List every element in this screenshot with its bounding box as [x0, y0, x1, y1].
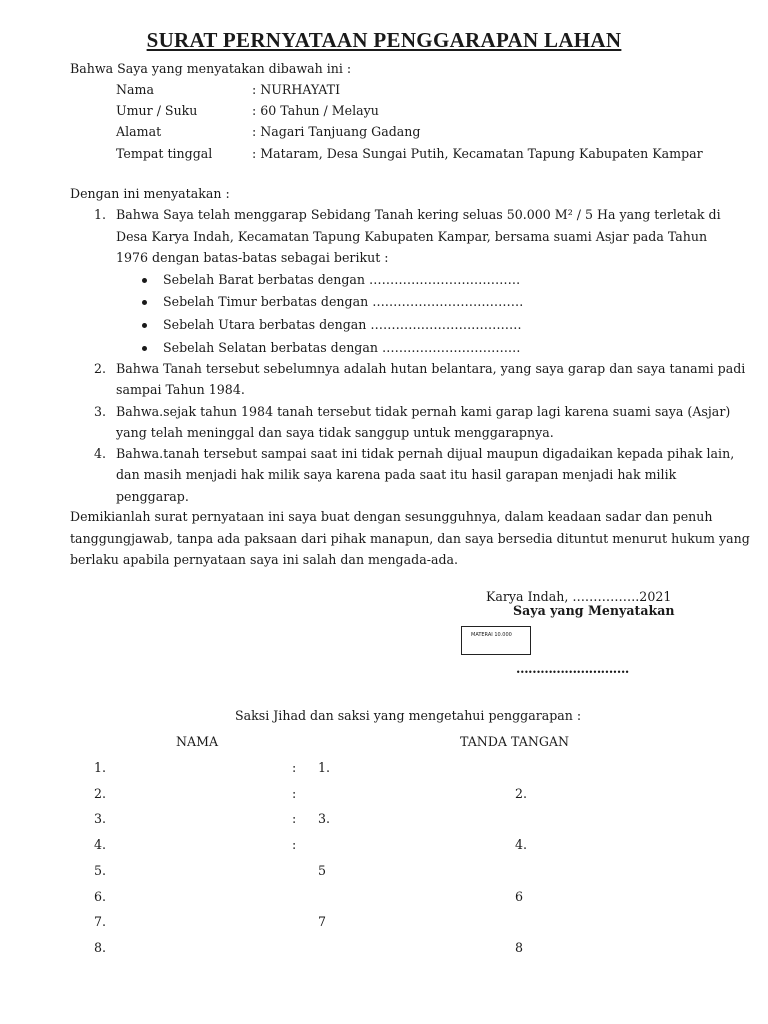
point-number: 1.: [94, 207, 107, 222]
witness-signature-right: 6: [515, 889, 524, 904]
intro-text: Bahwa Saya yang menyatakan dibawah ini :: [70, 61, 352, 76]
witness-signature-left: 7: [318, 914, 327, 929]
point-number: 3.: [94, 404, 107, 419]
witness-signature-right: 8: [515, 940, 524, 955]
identity-label-residence: Tempat tinggal: [116, 146, 213, 161]
point-line: yang telah meninggal dan saya tidak sanggup untuk menggarapnya.: [116, 425, 554, 440]
witness-row-number: 5.: [94, 863, 107, 878]
witness-row-number: 1.: [94, 760, 107, 775]
point-line: Bahwa.sejak tahun 1984 tanah tersebut tidak pernah kami garap lagi karena suami saya (Asjar): [116, 404, 731, 419]
witness-row-colon: :: [292, 786, 297, 801]
witness-signature-left: 1.: [318, 760, 331, 775]
point-line: sampai Tahun 1984.: [116, 382, 245, 397]
witness-header-name: NAMA: [176, 734, 219, 749]
point-line: Bahwa Tanah tersebut sebelumnya adalah hutan belantara, yang saya garap dan saya tanami padi: [116, 361, 746, 376]
witness-row-colon: :: [292, 811, 297, 826]
point-number: 4.: [94, 446, 107, 461]
boundary-item: Sebelah Selatan berbatas dengan ……………………………: [163, 340, 521, 355]
boundary-item: Sebelah Utara berbatas dengan ………………………………: [163, 317, 522, 332]
point-line: Desa Karya Indah, Kecamatan Tapung Kabupaten Kampar, bersama suami Asjar pada Tahun: [116, 229, 708, 244]
document-title: SURAT PERNYATAAN PENGGARAPAN LAHAN: [146, 28, 622, 52]
identity-value-age: : 60 Tahun / Melayu: [252, 103, 379, 118]
bullet-icon: [142, 323, 147, 328]
witness-signature-left: 5: [318, 863, 327, 878]
identity-value-residence: : Mataram, Desa Sungai Putih, Kecamatan Tapung Kabupaten Kampar: [252, 146, 703, 161]
identity-value-address: : Nagari Tanjuang Gadang: [252, 124, 421, 139]
witness-row-colon: :: [292, 760, 297, 775]
identity-label-name: Nama: [116, 82, 154, 97]
point-line: dan masih menjadi hak milik saya karena pada saat itu hasil garapan menjadi hak milik: [116, 467, 677, 482]
closing-line: Demikianlah surat pernyataan ini saya buat dengan sesungguhnya, dalam keadaan sadar dan penuh: [70, 509, 713, 524]
witness-signature-right: 4.: [515, 837, 528, 852]
witness-row-number: 6.: [94, 889, 107, 904]
bullet-icon: [142, 346, 147, 351]
identity-label-age: Umur / Suku: [116, 103, 198, 118]
witness-row-number: 4.: [94, 837, 107, 852]
boundary-item: Sebelah Barat berbatas dengan ………………………………: [163, 272, 521, 287]
place-date: Karya Indah, …………….2021: [486, 589, 672, 604]
witness-row-number: 3.: [94, 811, 107, 826]
witness-row-colon: :: [292, 837, 297, 852]
identity-label-address: Alamat: [116, 124, 162, 139]
point-number: 2.: [94, 361, 107, 376]
boundary-item: Sebelah Timur berbatas dengan ………………………………: [163, 294, 524, 309]
closing-line: berlaku apabila pernyataan saya ini salah dan mengada-ada.: [70, 552, 459, 567]
closing-line: tanggungjawab, tanpa ada paksaan dari pihak manapun, dan saya bersedia dituntut menurut hukum yang: [70, 531, 750, 546]
materai-stamp-box: [461, 626, 531, 655]
witness-row-number: 7.: [94, 914, 107, 929]
point-line: 1976 dengan batas-batas sebagai berikut :: [116, 250, 389, 265]
point-line: penggarap.: [116, 489, 189, 504]
point-line: Bahwa.tanah tersebut sampai saat ini tidak pernah dijual maupun digadaikan kepada pihak lain,: [116, 446, 735, 461]
bullet-icon: [142, 300, 147, 305]
signer-heading: Saya yang Menyatakan: [513, 603, 675, 618]
materai-label: MATERAI 10.000: [471, 632, 512, 638]
witness-header-signature: TANDA TANGAN: [460, 734, 570, 749]
witness-signature-right: 2.: [515, 786, 528, 801]
witness-row-number: 2.: [94, 786, 107, 801]
witness-signature-left: 3.: [318, 811, 331, 826]
signature-line: ……………………….: [516, 661, 629, 676]
witness-row-number: 8.: [94, 940, 107, 955]
identity-value-name: : NURHAYATI: [252, 82, 341, 97]
statement-intro: Dengan ini menyatakan :: [70, 186, 230, 201]
witness-intro: Saksi Jihad dan saksi yang mengetahui penggarapan :: [235, 708, 582, 723]
bullet-icon: [142, 278, 147, 283]
point-line: Bahwa Saya telah menggarap Sebidang Tanah kering seluas 50.000 M² / 5 Ha yang terletak di: [116, 207, 721, 222]
